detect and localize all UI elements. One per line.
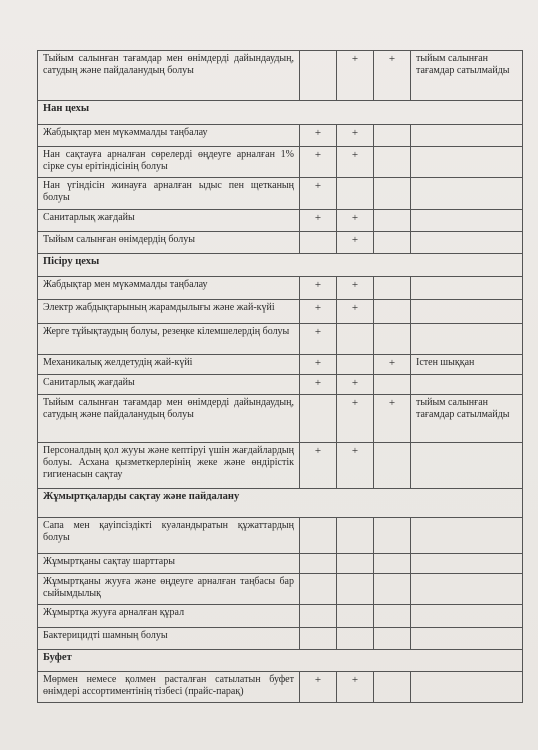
mark-cell-1: + (300, 210, 337, 232)
mark-cell-1: + (300, 355, 337, 375)
note-cell (411, 232, 523, 254)
mark-cell-2 (337, 355, 374, 375)
mark-cell-3: + (374, 51, 411, 101)
mark-cell-3 (374, 324, 411, 355)
note-cell: тыйым салынған тағамдар сатылмайды (411, 395, 523, 443)
mark-cell-3 (374, 178, 411, 210)
note-cell: тыйым салынған тағамдар сатылмайды (411, 51, 523, 101)
requirement-cell: Санитарлық жағдайы (38, 375, 300, 395)
section-header-row (38, 254, 523, 277)
mark-cell-3: + (374, 355, 411, 375)
requirement-cell: Жабдықтар мен мүкәммалды таңбалау (38, 125, 300, 147)
requirement-cell: Тыйым салынған тағамдар мен өнімдерді дайындаудың, сатудың және пайдаланудың болуы (38, 395, 300, 443)
mark-cell-3 (374, 232, 411, 254)
note-cell: Істен шыққан (411, 355, 523, 375)
requirement-cell: Мөрмен немесе қолмен расталған сатылатын буфет өнімдері ассортиментінің тізбесі (прайс-парақ) (38, 672, 300, 703)
mark-cell-2: + (337, 672, 374, 703)
requirement-cell: Электр жабдықтарының жарамдылығы және жай-күйі (38, 300, 300, 324)
mark-cell-2 (337, 574, 374, 605)
section-title: Пісіру цехы (38, 254, 523, 277)
note-cell (411, 125, 523, 147)
mark-cell-1 (300, 395, 337, 443)
checklist-row (38, 672, 523, 703)
mark-cell-3 (374, 210, 411, 232)
checklist-row (38, 355, 523, 375)
requirement-cell: Жұмыртқаны сақтау шарттары (38, 554, 300, 574)
mark-cell-1: + (300, 147, 337, 178)
mark-cell-2: + (337, 375, 374, 395)
note-cell (411, 605, 523, 628)
requirement-cell: Тыйым салынған өнімдердің болуы (38, 232, 300, 254)
note-cell (411, 672, 523, 703)
note-cell (411, 147, 523, 178)
section-title: Жұмыртқаларды сақтау және пайдалану (38, 489, 523, 518)
mark-cell-2 (337, 628, 374, 650)
mark-cell-1 (300, 518, 337, 554)
mark-cell-1 (300, 554, 337, 574)
requirement-cell: Бактерицидті шамның болуы (38, 628, 300, 650)
mark-cell-3 (374, 518, 411, 554)
checklist-row (38, 605, 523, 628)
section-title: Нан цехы (38, 101, 523, 125)
mark-cell-3 (374, 125, 411, 147)
requirement-cell: Жұмыртқаны жууға және өңдеуге арналған таңбасы бар сыйымдылық (38, 574, 300, 605)
checklist-row (38, 375, 523, 395)
section-header-row (38, 489, 523, 518)
note-cell (411, 518, 523, 554)
mark-cell-2 (337, 178, 374, 210)
requirement-cell: Нан үгіндісін жинауға арналған ыдыс пен щетканың болуы (38, 178, 300, 210)
mark-cell-1 (300, 51, 337, 101)
mark-cell-2: + (337, 232, 374, 254)
section-title: Буфет (38, 650, 523, 672)
mark-cell-1 (300, 232, 337, 254)
mark-cell-1: + (300, 443, 337, 489)
mark-cell-2: + (337, 395, 374, 443)
mark-cell-2: + (337, 125, 374, 147)
mark-cell-2: + (337, 147, 374, 178)
mark-cell-2 (337, 518, 374, 554)
inspection-checklist-table (37, 50, 523, 703)
mark-cell-2 (337, 605, 374, 628)
note-cell (411, 277, 523, 300)
note-cell (411, 628, 523, 650)
checklist-row (38, 554, 523, 574)
checklist-row (38, 628, 523, 650)
checklist-row (38, 178, 523, 210)
requirement-cell: Жабдықтар мен мүкәммалды таңбалау (38, 277, 300, 300)
mark-cell-1: + (300, 672, 337, 703)
checklist-row (38, 210, 523, 232)
section-header-row (38, 650, 523, 672)
checklist-row (38, 574, 523, 605)
checklist-row (38, 518, 523, 554)
mark-cell-3 (374, 300, 411, 324)
requirement-cell: Механикалық желдетудің жай-күйі (38, 355, 300, 375)
checklist-row (38, 125, 523, 147)
note-cell (411, 375, 523, 395)
note-cell (411, 554, 523, 574)
checklist-row (38, 232, 523, 254)
mark-cell-3: + (374, 395, 411, 443)
note-cell (411, 178, 523, 210)
mark-cell-3 (374, 443, 411, 489)
mark-cell-3 (374, 554, 411, 574)
requirement-cell: Жерге тұйықтаудың болуы, резеңке кілемшелердің болуы (38, 324, 300, 355)
note-cell (411, 574, 523, 605)
mark-cell-3 (374, 605, 411, 628)
note-cell (411, 300, 523, 324)
mark-cell-2: + (337, 277, 374, 300)
checklist-row (38, 277, 523, 300)
note-cell (411, 324, 523, 355)
requirement-cell: Санитарлық жағдайы (38, 210, 300, 232)
checklist-row (38, 324, 523, 355)
mark-cell-1: + (300, 277, 337, 300)
mark-cell-3 (374, 277, 411, 300)
checklist-row (38, 300, 523, 324)
mark-cell-1: + (300, 178, 337, 210)
mark-cell-2: + (337, 443, 374, 489)
requirement-cell: Сапа мен қауіпсіздікті куәландыратын құжаттардың болуы (38, 518, 300, 554)
note-cell (411, 210, 523, 232)
mark-cell-3 (374, 375, 411, 395)
mark-cell-2 (337, 324, 374, 355)
mark-cell-1 (300, 628, 337, 650)
requirement-cell: Персоналдың қол жууы және кептіруі үшін жағдайлардың болуы. Асхана қызметкерлерінің жеке және өндірістік гигиенасын сақтау (38, 443, 300, 489)
mark-cell-1: + (300, 375, 337, 395)
checklist-row (38, 395, 523, 443)
checklist-body (38, 51, 523, 703)
mark-cell-1 (300, 574, 337, 605)
mark-cell-1 (300, 605, 337, 628)
requirement-cell: Нан сақтауға арналған сөрелерді өңдеуге арналған 1% сірке суы ерітіндісінің болуы (38, 147, 300, 178)
mark-cell-2: + (337, 300, 374, 324)
mark-cell-1: + (300, 300, 337, 324)
checklist-row (38, 443, 523, 489)
requirement-cell: Жұмыртқа жууға арналған құрал (38, 605, 300, 628)
mark-cell-2: + (337, 210, 374, 232)
mark-cell-1: + (300, 324, 337, 355)
mark-cell-3 (374, 147, 411, 178)
section-header-row (38, 101, 523, 125)
mark-cell-2 (337, 554, 374, 574)
mark-cell-2: + (337, 51, 374, 101)
requirement-cell: Тыйым салынған тағамдар мен өнімдерді дайындаудың, сатудың және пайдаланудың болуы (38, 51, 300, 101)
mark-cell-3 (374, 574, 411, 605)
checklist-row (38, 147, 523, 178)
mark-cell-3 (374, 628, 411, 650)
mark-cell-1: + (300, 125, 337, 147)
checklist-row (38, 51, 523, 101)
note-cell (411, 443, 523, 489)
mark-cell-3 (374, 672, 411, 703)
